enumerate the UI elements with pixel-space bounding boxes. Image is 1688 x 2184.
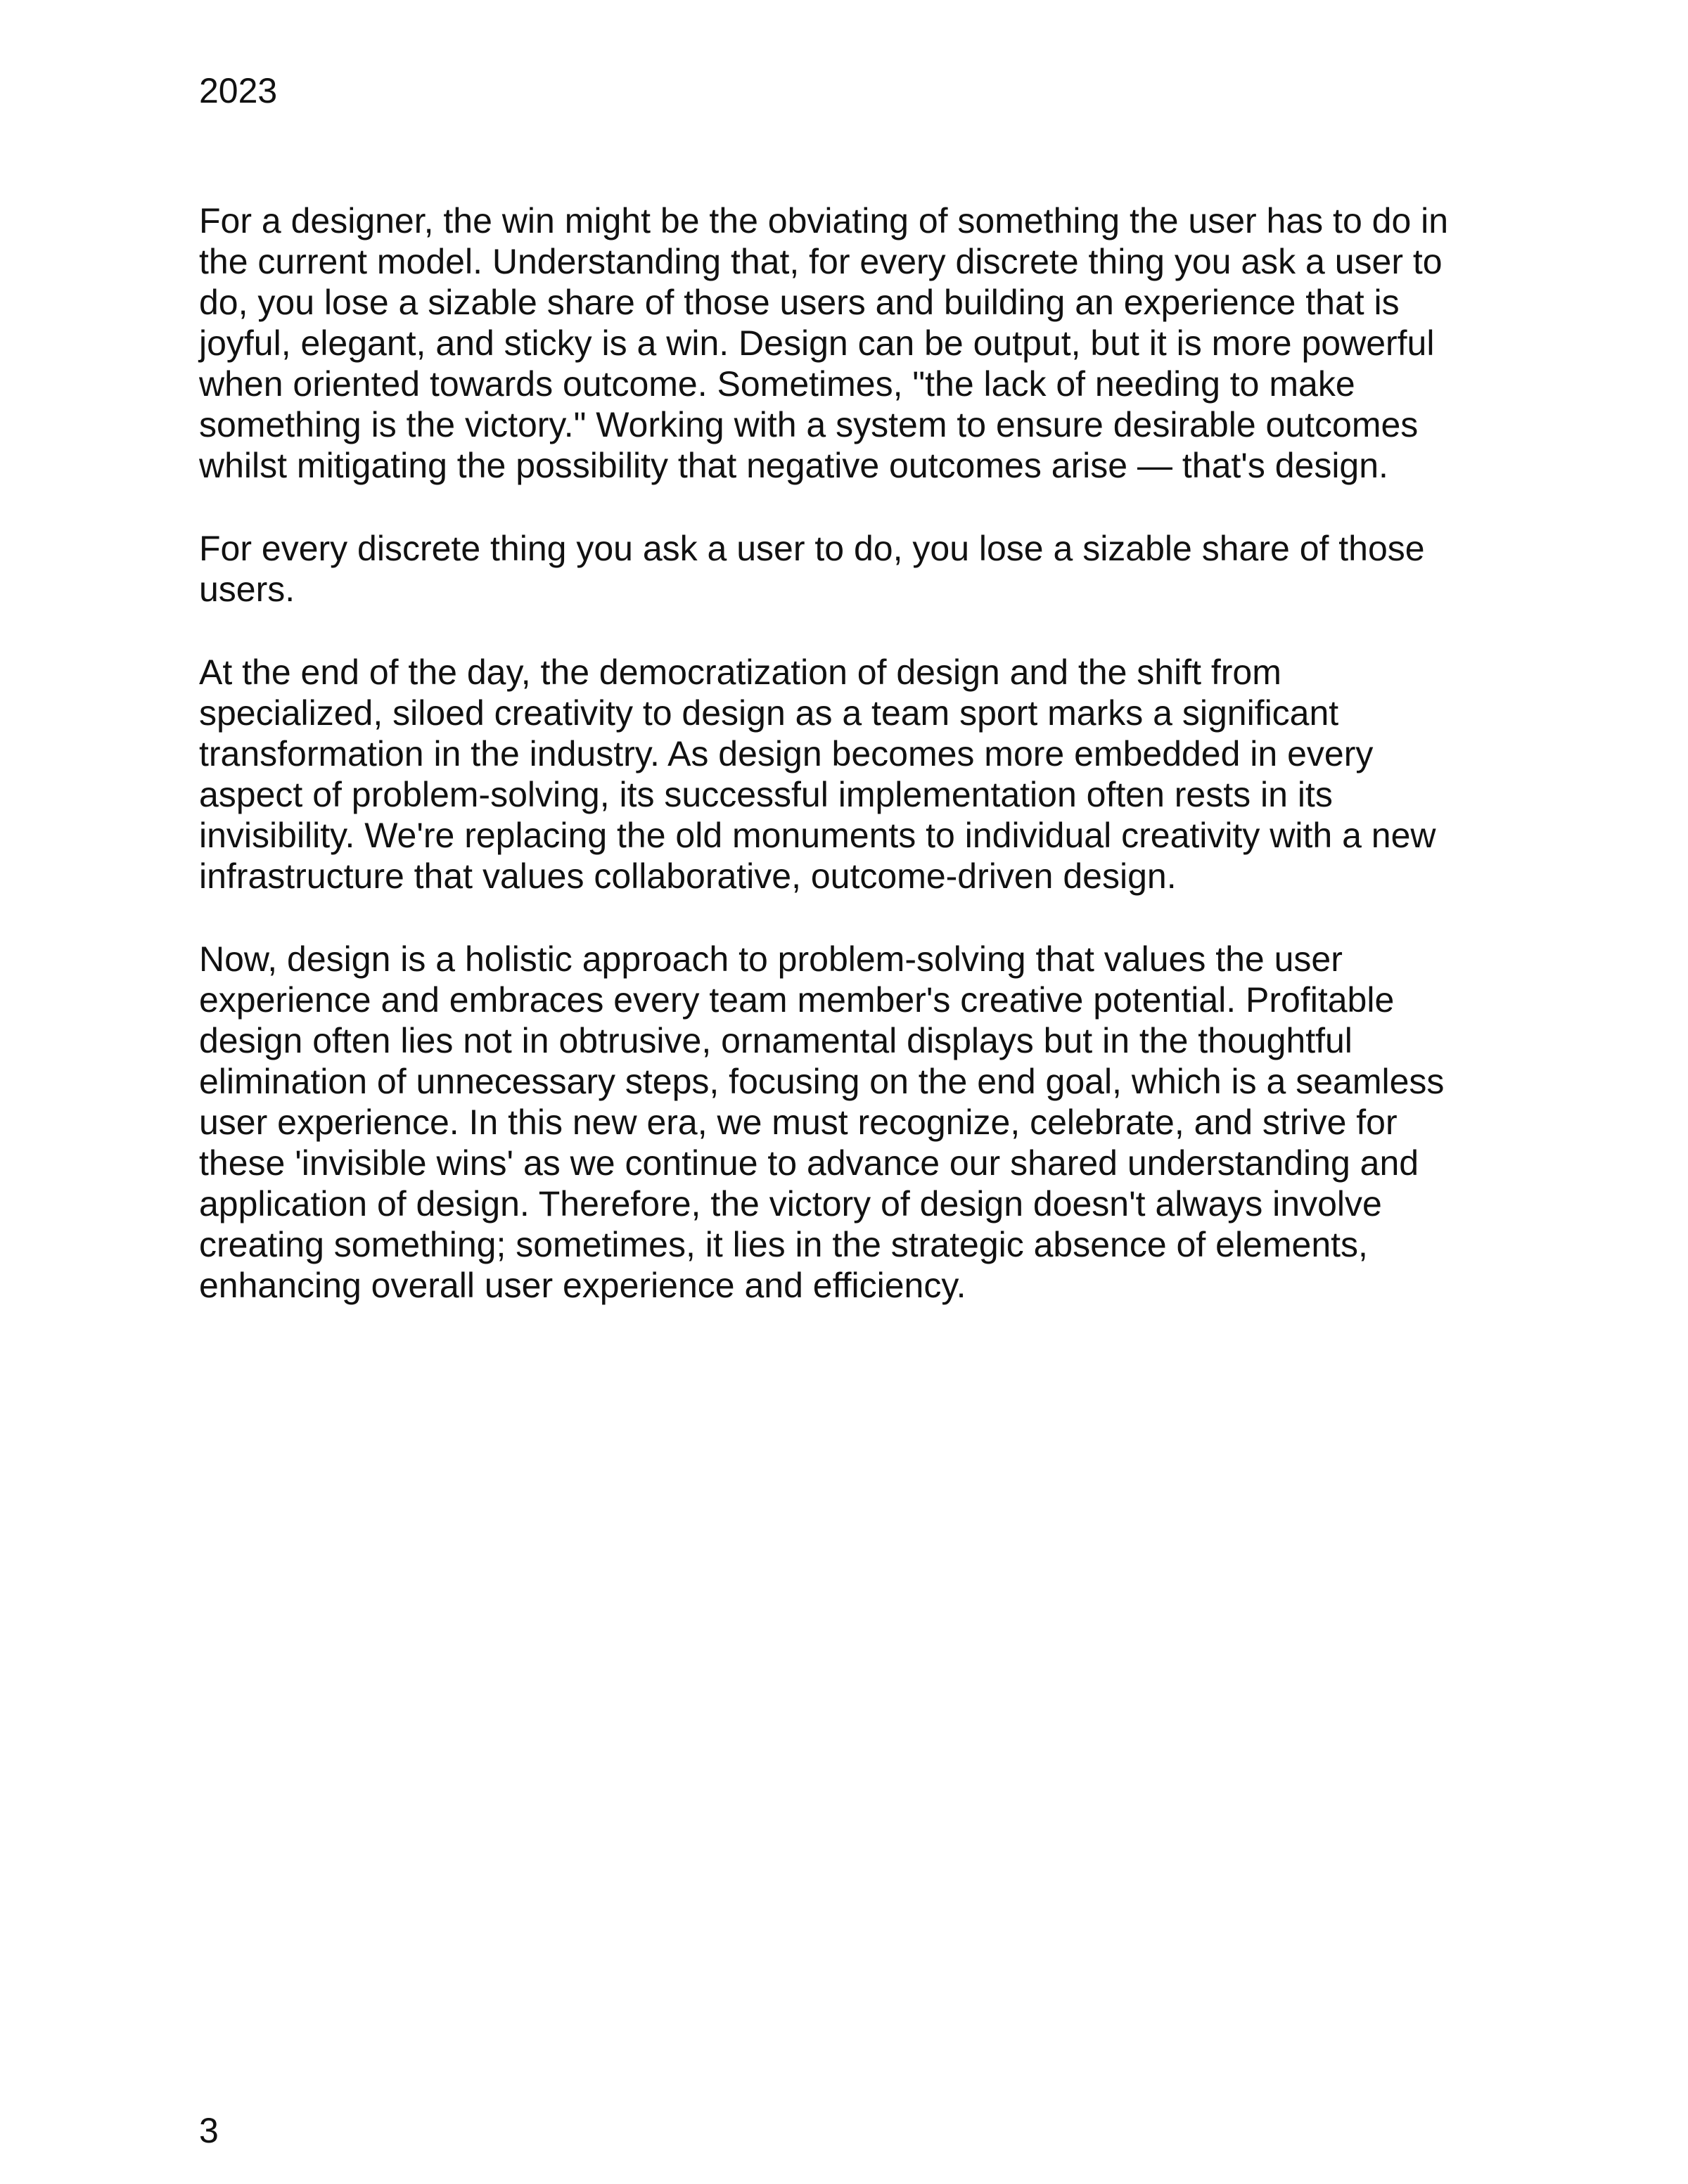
paragraph: For every discrete thing you ask a user to do, you lose a sizable share of those users.	[199, 529, 1425, 609]
page-header	[199, 70, 277, 111]
paragraph: Now, design is a holistic approach to problem-solving that values the user experience and embraces every team member's creative potential. Profitable design often lies not in obtrusive, ornamental displays but in the thoughtful elimination of unnecessary steps, focusing on the end goal, which is a seamless user experience. In this new era, we must recognize, celebrate, and strive for these 'invisible wins' as we continue to advance our shared understanding and application of design. Therefore, the victory of design doesn't always involve creating something; sometimes, it lies in the strategic absence of elements, enhancing overall user experience and efficiency.	[199, 939, 1445, 1305]
year-label: 2023	[199, 71, 278, 110]
page-number: 3	[199, 2111, 219, 2150]
paragraph: For a designer, the win might be the obviating of something the user has to do in the current model. Understanding that, for every discrete thing you ask a user to do, you lose a sizable share of those users and building an experience that is joyful, elegant, and sticky is a win. Design can be output, but it is more powerful when oriented towards outcome. Sometimes, "the lack of needing to make something is the victory." Working with a system to ensure desirable outcomes whilst mitigating the possibility that negative outcomes arise — that's design.	[199, 201, 1449, 485]
page-footer	[199, 2110, 219, 2151]
body-text	[199, 200, 1465, 1348]
paragraph: At the end of the day, the democratization of design and the shift from specialized, siloed creativity to design as a team sport marks a significant transformation in the industry. As design becomes more embedded in every aspect of problem-solving, its successful implementation often rests in its invisibility. We're replacing the old monuments to individual creativity with a new infrastructure that values collaborative, outcome-driven design.	[199, 653, 1436, 896]
